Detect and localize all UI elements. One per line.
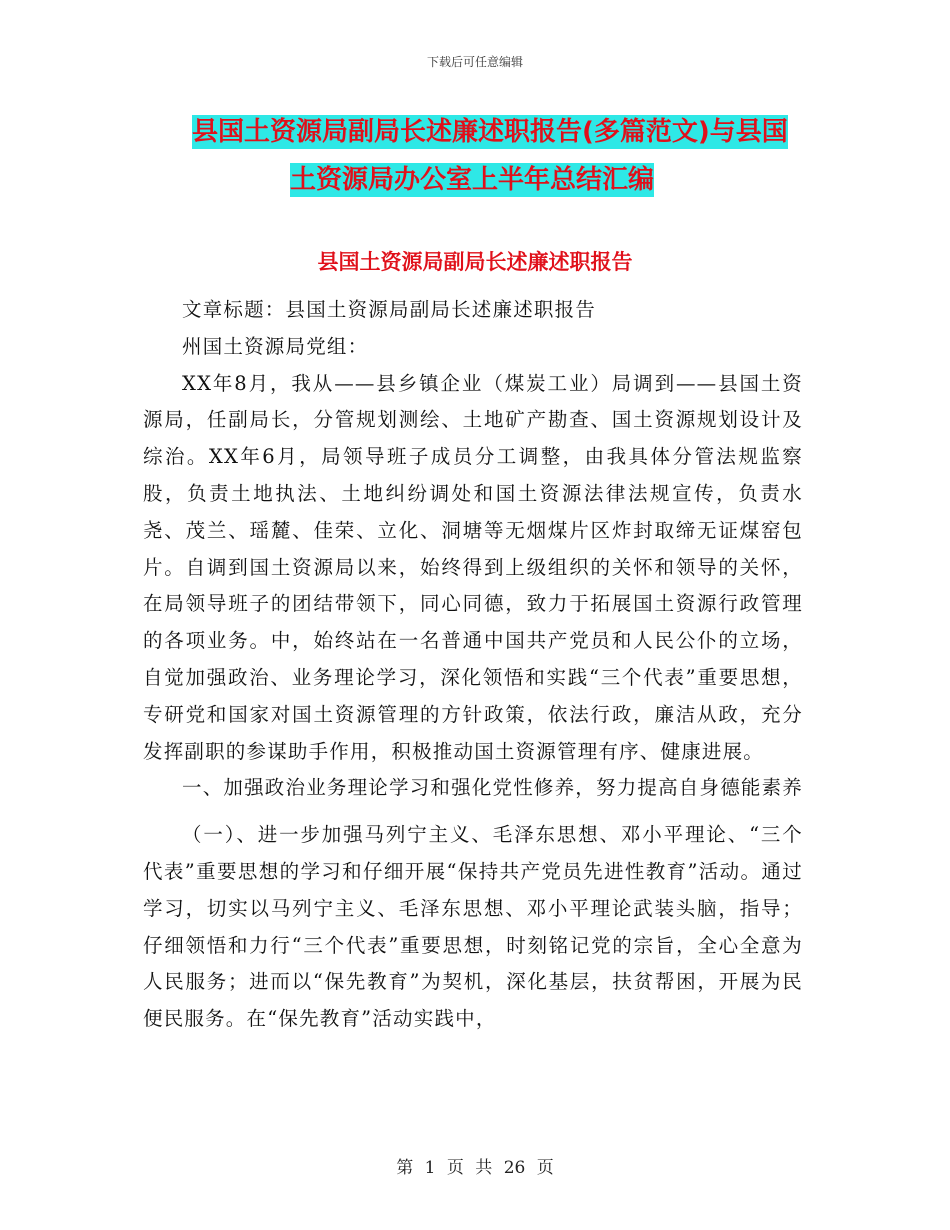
paragraph-heading-1: 一、加强政治业务理论学习和强化党性修养，努力提高自身德能素养 <box>182 776 804 800</box>
paragraph-article-title: 文章标题：县国土资源局副局长述廉述职报告 <box>182 298 597 321</box>
title-line-1-highlight: 县国土资源局副局长述廉述职报告(多篇范文)与县国 <box>192 117 788 147</box>
page-footer: 第 1 页 共 26 页 <box>396 1158 554 1178</box>
body-text <box>143 292 803 1038</box>
title-line-2-highlight: 土资源局办公室上半年总结汇编 <box>290 165 655 195</box>
title-line-1 <box>140 108 820 156</box>
paragraph-subheading-1: （一）、进一步加强马列宁主义、毛泽东思想、邓小平理论、“三个代表”重要思想的学习和仔细开展“保持共产党员先进性教育”活动。通过学习，切实以马列宁主义、毛泽东思想、邓小平理论武装头脑，指导；仔细领悟和力行“三个代表”重要思想，时刻铭记党的宗旨，全心全意为人民服务；进而以“保先教育”为契机，深化基层，扶贫帮困，开展为民便民服务。在“保先教育”活动实践中， <box>143 823 803 1031</box>
header-note: 下载后可任意编辑 <box>426 55 523 69</box>
paragraph-intro: XX年8月，我从——县乡镇企业（煤炭工业）局调到——县国土资源局，任副局长，分管规划测绘、土地矿产勘查、国土资源规划设计及综治。XX年6月，局领导班子成员分工调整，由我具体分管法规监察股，负责土地执法、土地纠纷调处和国土资源法律法规宣传，负责水尧、茂兰、瑶麓、佳荣、立化、洞塘等无烟煤片区炸封取缔无证煤窑包片。自调到国土资源局以来，始终得到上级组织的关怀和领导的关怀，在局领导班子的团结带领下，同心同德，致力于拓展国土资源行政管理的各项业务。中，始终站在一名普通中国共产党员和人民公仆的立场，自觉加强政治、业务理论学习，深化领悟和实践“三个代表”重要思想，专研党和国家对国土资源管理的方针政策，依法行政，廉洁从政，充分发挥副职的参谋助手作用，积极推动国土资源管理有序、健康进展。 <box>143 371 803 763</box>
document-title <box>140 108 820 204</box>
title-line-2 <box>140 156 820 204</box>
section-title: 县国土资源局副局长述廉述职报告 <box>317 250 633 274</box>
paragraph-salutation: 州国土资源局党组： <box>182 334 369 358</box>
